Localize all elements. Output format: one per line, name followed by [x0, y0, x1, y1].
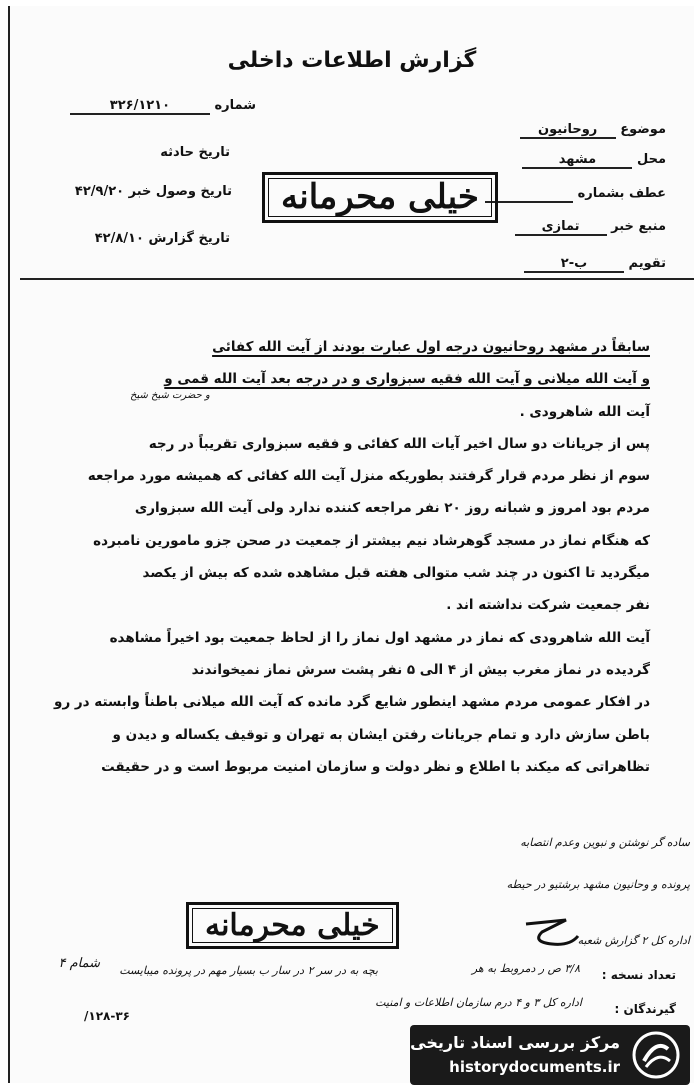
body-line: پس از جریانات دو سال اخیر آیات الله کفائی و فقیه سبزواری تقریباً در رجه — [148, 435, 650, 452]
number-value: ۳۲۶/۱۲۱۰ — [70, 98, 210, 115]
body-line: سوم از نظر مردم قرار گرفتند بطوریکه منزل آیت الله کفائی که همیشه مورد مراجعه — [87, 468, 650, 485]
body-line: و آیت الله میلانی و آیت الله فقیه سبزواری و در درجه بعد آیت الله قمی و — [164, 371, 650, 388]
body-line: که هنگام نماز در مسجد گوهرشاد نیم بیشتر از جمعیت در صحن جزو مامورین نامبرده — [93, 532, 650, 549]
header-divider — [20, 278, 694, 280]
place-label: محل — [636, 152, 666, 167]
source-value: تمازی — [515, 219, 607, 236]
report-date-field — [94, 231, 230, 246]
body-line: در افکار عمومی مردم مشهد اینطور شایع گرد مانده که آیت الله میلانی باطناً وابسته در رو — [54, 694, 650, 711]
reference-label: عطف بشماره — [577, 186, 666, 201]
receive-date-label: تاریخ وصول خبر — [128, 184, 232, 199]
body-line: مردم بود امروز و شبانه روز ۲۰ نفر مراجعه کننده ندارد ولی آیت الله سبزواری — [134, 500, 650, 517]
source-field — [488, 219, 666, 236]
copies-label: تعداد نسخه : — [601, 968, 676, 982]
archive-watermark — [410, 1025, 690, 1085]
number-label: شماره — [214, 98, 256, 113]
receive-date-field — [64, 184, 232, 199]
signature-mark — [522, 918, 582, 950]
watermark-title: مرکز بررسی اسناد تاریخی — [410, 1033, 620, 1052]
margin-note-1: ساده گر نوشتن و نبوین وعدم انتصابه — [520, 836, 690, 849]
copies-note: ۳/۸ ص ر دمروبط به هر — [471, 962, 580, 975]
body-line: آیت الله شاهرودی . — [519, 403, 650, 420]
body-line: نفر جمعیت شرکت نداشته اند . — [446, 597, 650, 614]
margin-note-2: پرونده و وحانیون مشهد برشتیو در حیطه — [506, 878, 690, 891]
incident-date-label: تاریخ حادثه — [160, 145, 230, 160]
subject-label: موضوع — [620, 122, 666, 137]
report-title: گزارش اطلاعات داخلی — [227, 48, 477, 73]
left-margin-note: شمام ۴ — [58, 956, 100, 971]
inserted-note: و حضرت شیخ شیخ — [130, 390, 210, 401]
receive-date-value: ۴۲/۹/۲۰ — [74, 184, 125, 199]
report-date-label: تاریخ گزارش — [148, 231, 230, 246]
place-value: مشهد — [522, 152, 632, 169]
reference-field — [488, 186, 666, 203]
recipients-label: گیرندگان : — [614, 1002, 676, 1016]
rating-value: ب-۲ — [524, 256, 624, 273]
subject-value: روحانیون — [520, 122, 616, 139]
body-line: باطن سازش دارد و تمام جریانات رفتن ایشان به تهران و توقیف یکساله و دیدن و — [112, 726, 650, 743]
body-line: گردیده در نماز مغرب بیش از ۴ الی ۵ نفر پشت سرش نماز نمیخواندند — [191, 661, 650, 678]
number-field — [66, 98, 256, 115]
body-line: میگردید تا اکنون در چند شب متوالی هفته قبل مشاهده شده که بیش از یکصد — [142, 565, 650, 582]
body-line: تظاهراتی که میکند با اطلاع و نظر دولت و سازمان امنیت مربوط است و در حقیقت — [101, 758, 650, 775]
confidential-stamp-bottom: خیلی محرمانه — [186, 902, 399, 949]
archive-logo-icon — [632, 1031, 680, 1079]
rating-label: تقویم — [628, 256, 666, 271]
place-field — [488, 152, 666, 169]
body-line: آیت الله شاهرودی که نماز در مشهد اول نماز را از لحاظ جمعیت بود اخیراً مشاهده — [109, 629, 650, 646]
body-line: سابقاً در مشهد روحانیون درجه اول عبارت بودند از آیت الله کفائی — [212, 339, 650, 355]
reference-line — [485, 186, 573, 203]
bottom-number: ۱۲۸-۳۶/ — [84, 1009, 130, 1023]
source-label: منبع خبر — [611, 219, 666, 234]
subject-field — [488, 122, 666, 139]
signature-line: اداره کل ۲ گزارش شعبه — [577, 934, 690, 947]
left-handwritten-note: بچه به در سر ۲ در سار ب بسیار مهم در پرونده میبایست — [119, 964, 378, 977]
confidential-stamp-top: خیلی محرمانه — [262, 172, 498, 223]
watermark-url: historydocuments.ir — [449, 1058, 620, 1076]
rating-field — [488, 256, 666, 273]
recipients-note: اداره کل ۳ و ۴ درم سازمان اطلاعات و امنیت — [375, 996, 582, 1009]
incident-date-field — [66, 145, 230, 160]
document-page — [8, 6, 694, 1083]
report-date-value: ۴۲/۸/۱۰ — [94, 231, 144, 246]
